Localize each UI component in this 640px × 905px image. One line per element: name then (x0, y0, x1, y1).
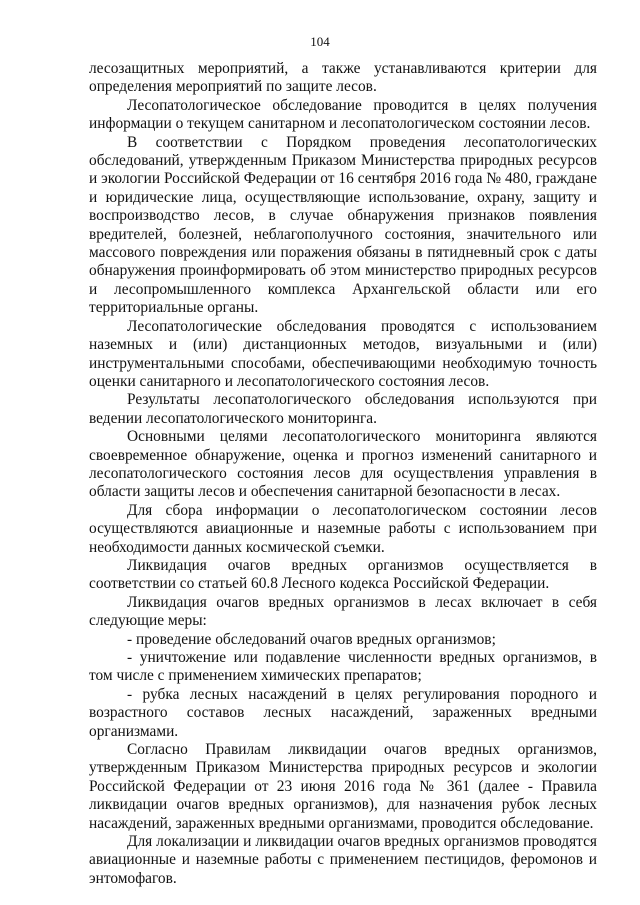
paragraph-survey-purpose: Лесопатологическое обследование проводится в целях получения информации о текущем санитарном и лесопатологическом состоянии лесов. (89, 96, 597, 133)
paragraph-survey-results: Результаты лесопатологического обследования используются при ведении лесопатологического мониторинга. (89, 391, 597, 427)
list-item-suppression: - уничтожение или подавление численности вредных организмов, в том числе с применением химических препаратов; (89, 649, 597, 685)
paragraph-elimination-rules: Согласно Правилам ликвидации очагов вредных организмов, утвержденным Приказом Министерства природных ресурсов и экологии Российской Федерации от 23 июня 2016 года № 361 (далее - Правила ликвидации очагов вредных организмов), для назначения рубок лесных насаждений, зараженных вредными организмами, проводится обследование. (89, 741, 597, 832)
paragraph-elimination-measures: Ликвидация очагов вредных организмов в лесах включает в себя следующие меры: (89, 593, 597, 630)
paragraph-survey-procedure: В соответствии с Порядком проведения лесопатологических обследований, утвержденным Приказом Министерства природных ресурсов и экологии Российской Федерации от 16 сентября 2016 года № 480, граждане и юридические лица, осуществляющие использование, охрану, защиту и воспроизводство лесов, в случае обнаружения признаков появления вредителей, болезней, неблагополучного состояния, значительного или массового повреждения или поражения обязаны в пятидневный срок с даты обнаружения проинформировать об этом министерство природных ресурсов и лесопромышленного комплекса Архангельской области или его территориальные органы. (89, 133, 597, 317)
paragraph-survey-methods: Лесопатологические обследования проводятся с использованием наземных и (или) дистанционных методов, визуальными и (или) инструментальными способами, обеспечивающими необходимую точность оценки санитарного и лесопатологического состояния лесов. (89, 317, 597, 390)
list-item-felling: - рубка лесных насаждений в целях регулирования породного и возрастного составов лесных насаждений, зараженных вредными организмами. (89, 685, 597, 740)
paragraph-continuation: лесозащитных мероприятий, а также устанавливаются критерии для определения мероприятий по защите лесов. (89, 60, 597, 96)
body-text (89, 60, 597, 888)
paragraph-localization-works: Для локализации и ликвидации очагов вредных организмов проводятся авиационные и наземные работы с применением пестицидов, феромонов и энтомофагов. (89, 833, 597, 887)
paragraph-data-collection: Для сбора информации о лесопатологическом состоянии лесов осуществляются авиационные и наземные работы с использованием при необходимости данных космической съемки. (89, 501, 597, 556)
page-number: 104 (310, 34, 330, 49)
list-item-surveys: - проведение обследований очагов вредных организмов; (127, 630, 496, 648)
paragraph-monitoring-goals: Основными целями лесопатологического мониторинга являются своевременное обнаружение, оценка и прогноз изменений санитарного и лесопатологического состояния лесов для осуществления управления в области защиты лесов и обеспечения санитарной безопасности в лесах. (89, 428, 597, 501)
paragraph-elimination-basis: Ликвидация очагов вредных организмов осуществляется в соответствии со статьей 60.8 Лесного кодекса Российской Федерации. (89, 556, 597, 593)
